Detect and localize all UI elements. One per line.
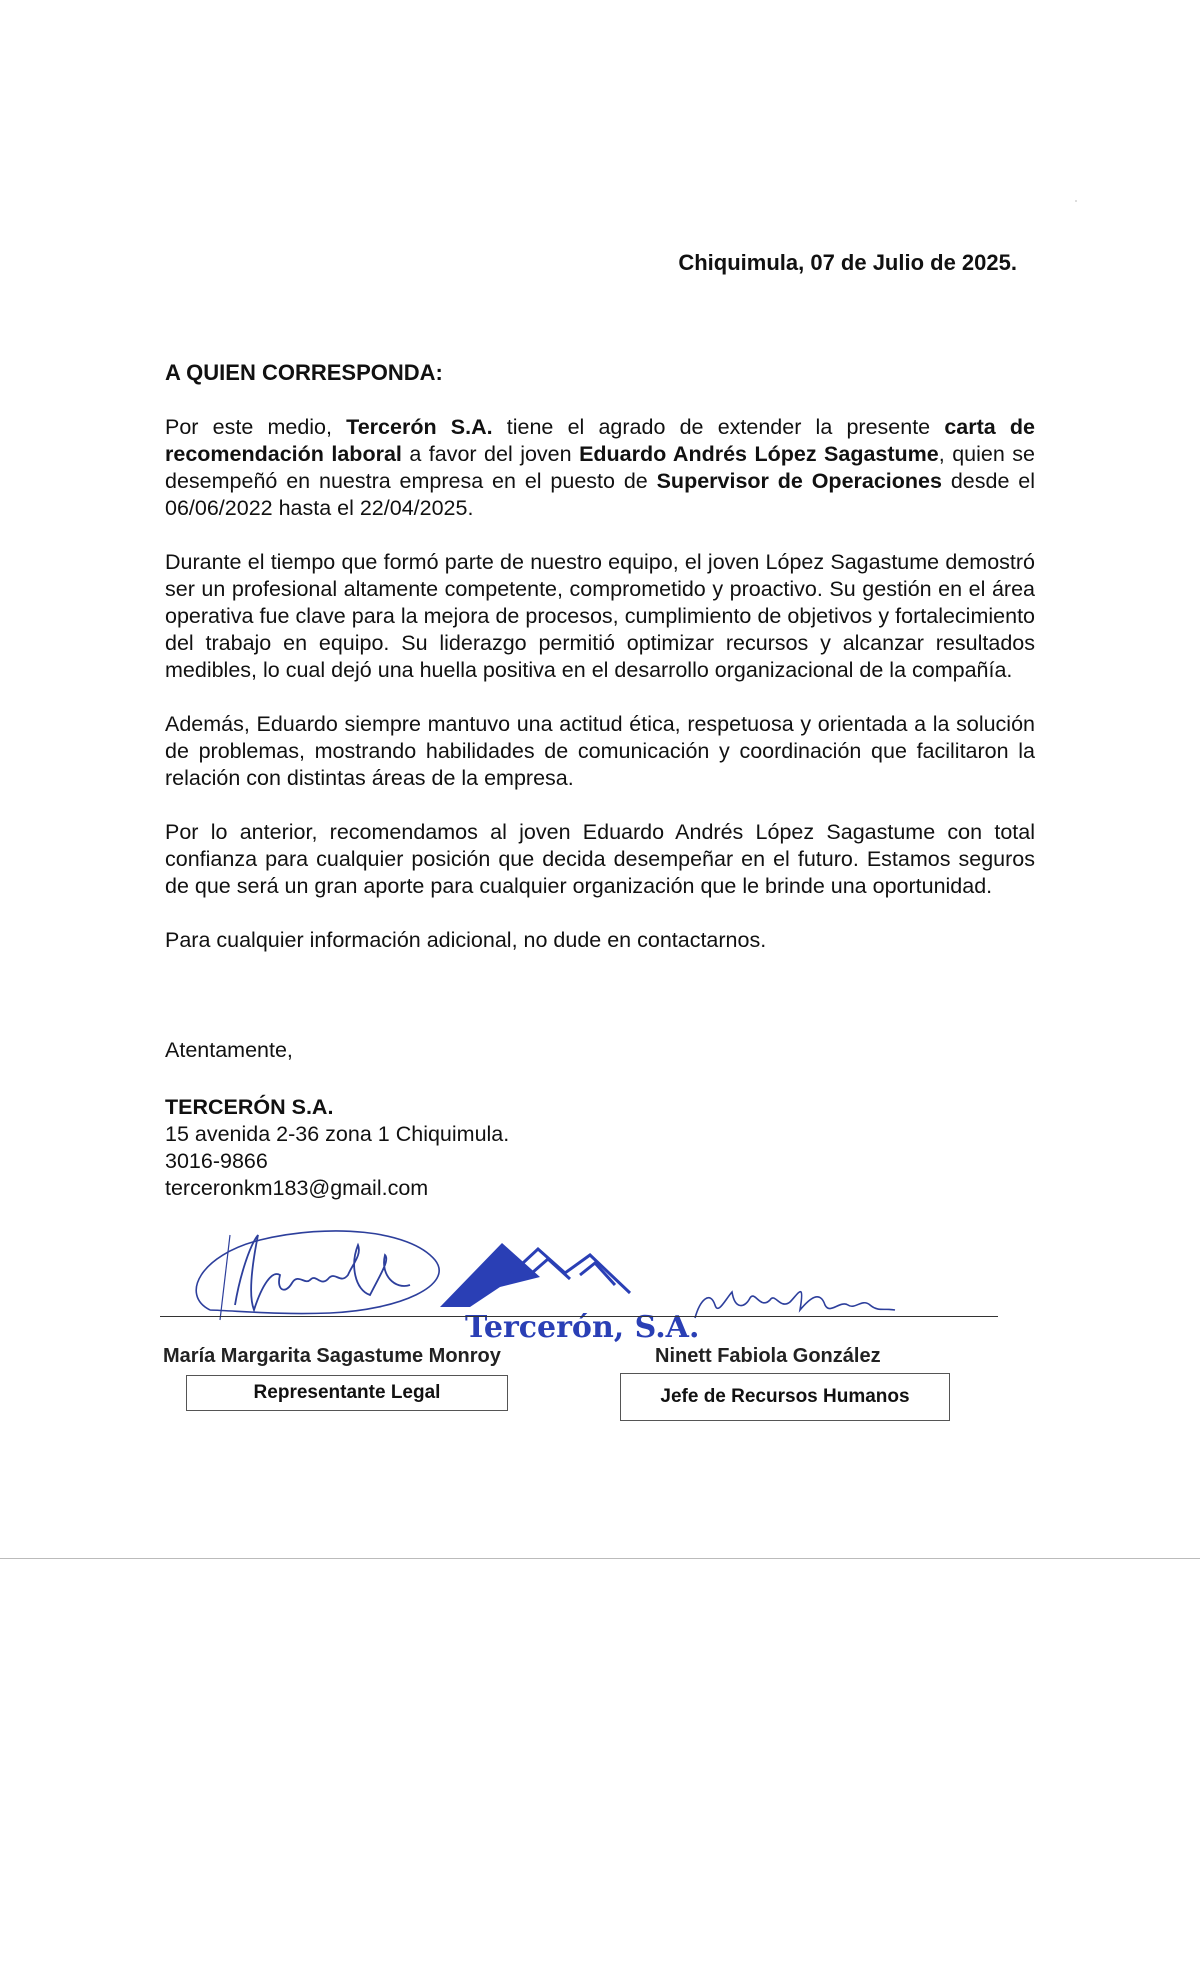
signature-line bbox=[220, 1235, 230, 1320]
paragraph-contact: Para cualquier información adicional, no dude en contactarnos. bbox=[165, 928, 767, 952]
intro-text-4: , quien se desempeñó en nuestra empresa en el puesto de bbox=[165, 442, 1035, 493]
closing: Atentamente, bbox=[165, 1038, 293, 1062]
paragraph-attitude: Además, Eduardo siempre mantuvo una actitud ética, respetuosa y orientada a la solución de problemas, mostrando habilidades de comunicación y coordinación que facilitaron la relación con distintas áreas de la empresa. bbox=[165, 712, 1035, 790]
logo-text: Tercerón, S.A. bbox=[465, 1310, 700, 1345]
intro-text-1: Por este medio, bbox=[165, 415, 347, 439]
company-email: terceronkm183@gmail.com bbox=[165, 1176, 429, 1200]
job-title: Supervisor de Operaciones bbox=[656, 469, 942, 493]
intro-text-5: desde el 06/06/2022 hasta el 22/04/2025. bbox=[165, 469, 1035, 520]
signatory-role-box-1 bbox=[186, 1375, 508, 1411]
logo-mountain-solid bbox=[440, 1243, 540, 1307]
page-bottom-rule bbox=[0, 1558, 1200, 1559]
letter-body bbox=[165, 414, 1035, 981]
intro-text-3: a favor del joven bbox=[401, 442, 580, 466]
signatory-role-2: Jefe de Recursos Humanos bbox=[660, 1386, 910, 1407]
signatory-role-1: Representante Legal bbox=[253, 1382, 441, 1403]
signatory-name-2: Ninett Fabiola González bbox=[655, 1345, 881, 1367]
company-name-inline: Tercerón S.A. bbox=[346, 415, 493, 439]
signature-line-rule bbox=[160, 1316, 998, 1317]
salutation: A QUIEN CORRESPONDA: bbox=[165, 360, 443, 385]
signature-representante bbox=[180, 1215, 450, 1330]
intro-text-2: tiene el agrado de extender la presente bbox=[492, 415, 945, 439]
company-name: TERCERÓN S.A. bbox=[165, 1095, 334, 1119]
signature-stroke-2 bbox=[695, 1292, 895, 1318]
signatory-role-box-2 bbox=[620, 1373, 950, 1421]
company-block bbox=[165, 1094, 509, 1202]
company-address: 15 avenida 2-36 zona 1 Chiquimula. bbox=[165, 1122, 510, 1146]
signature-stroke bbox=[235, 1235, 410, 1310]
company-phone: 3016-9866 bbox=[165, 1149, 268, 1173]
candidate-name: Eduardo Andrés López Sagastume bbox=[579, 442, 939, 466]
paragraph-performance: Durante el tiempo que formó parte de nuestro equipo, el joven López Sagastume demostró ser un profesional altamente competente, comprometido y proactivo. Su gestión en el área operativa fue clave para la mejora de procesos, cumplimiento de objetivos y fortalecimiento del trabajo en equipo. Su liderazgo permitió optimizar recursos y alcanzar resultados medibles, lo cual dejó una huella positiva en el desarrollo organizacional de la compañía. bbox=[165, 550, 1035, 682]
letter-type: carta de recomendación laboral bbox=[165, 415, 1035, 466]
signatory-name-1: María Margarita Sagastume Monroy bbox=[163, 1345, 501, 1367]
paragraph-intro bbox=[165, 414, 1035, 522]
signature-recursos-humanos bbox=[690, 1270, 900, 1330]
scan-speck bbox=[1075, 200, 1077, 202]
letter-date: Chiquimula, 07 de Julio de 2025. bbox=[678, 250, 1017, 275]
company-logo-stamp bbox=[430, 1235, 700, 1345]
signature-loop bbox=[196, 1231, 439, 1314]
paragraph-recommendation: Por lo anterior, recomendamos al joven Eduardo Andrés López Sagastume con total confianza para cualquier posición que decida desempeñar en el futuro. Estamos seguros de que será un gran aporte para cualquier organización que le brinde una oportunidad. bbox=[165, 820, 1035, 898]
